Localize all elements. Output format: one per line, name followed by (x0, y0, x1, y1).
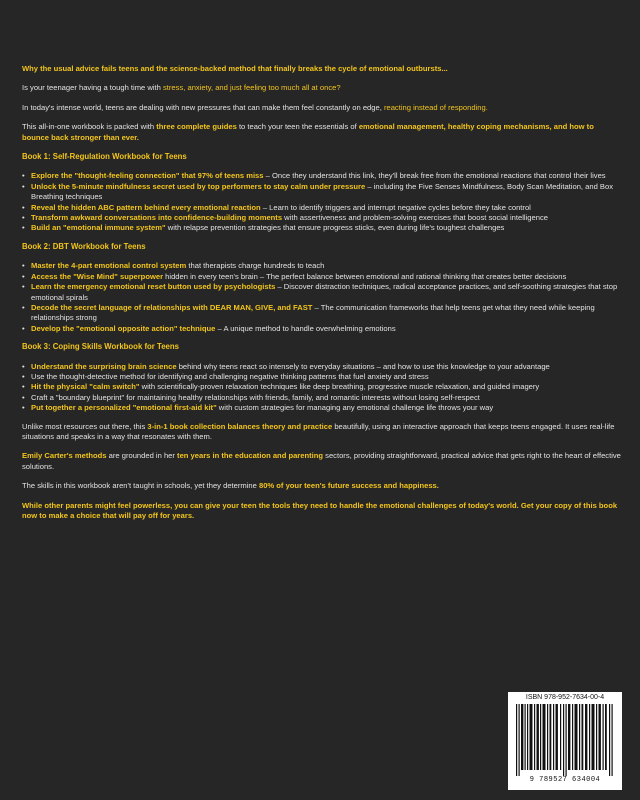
book3-list (22, 362, 622, 414)
book2-list (22, 261, 622, 334)
list-item-highlight: Build an "emotional immune system" (31, 223, 166, 233)
list-item-text: – Once they understand this link, they'll break free from the emotional reactions that control their lives (263, 171, 606, 181)
list-item-text: Use the thought-detective method for identifying and challenging negative thinking patterns that fuel anxiety and stress (31, 371, 429, 381)
isbn-label: ISBN 978-952-7634-00-4 (525, 694, 605, 701)
author-text: are grounded in her (106, 451, 178, 461)
list-item-highlight: Hit the physical "calm switch" (31, 382, 140, 392)
unlike-text-post: beautifully, using an interactive approach that keeps teens engaged. It uses real-life situations and speaks in a way that resonates with them. (22, 421, 615, 441)
intro-pack-highlight-1: three complete guides (156, 122, 237, 132)
cta-text: While other parents might feel powerless, you can give your teen the tools they need to handle the emotional challenges of today's world. Get your copy of this book now to make a choice that will pay off for years. (22, 500, 618, 520)
list-item (31, 272, 622, 282)
intro-world-highlight: reacting instead of responding. (383, 102, 488, 112)
list-item-highlight: Unlock the 5-minute mindfulness secret used by top performers to stay calm under pressure (31, 181, 366, 191)
author-highlight: Emily Carter's methods (22, 451, 107, 461)
list-item-highlight: Develop the "emotional opposite action" technique (31, 323, 216, 333)
intro-question-highlight: stress, anxiety, and just feeling too much all at once? (163, 83, 341, 93)
list-item (31, 171, 622, 181)
unlike-paragraph (22, 422, 622, 443)
author-paragraph (22, 451, 622, 472)
list-item-highlight: Understand the surprising brain science (31, 361, 177, 371)
intro-pack-highlight-2: emotional management, healthy coping mechanisms, and how to bounce back stronger than ever. (22, 122, 594, 142)
barcode-bars-icon (514, 704, 616, 776)
list-item (31, 213, 622, 223)
book3-title: Book 3: Coping Skills Workbook for Teens (22, 342, 179, 352)
skills-text: The skills in this workbook aren't taught in schools, yet they determine (22, 481, 259, 491)
list-item-text: Craft a "boundary blueprint" for maintaining healthy relationships with friends, family, and romantic interests without losing self-respect (31, 392, 480, 402)
intro-pack-mid: to teach your teen the essentials of (236, 122, 359, 132)
list-item-highlight: Learn the emergency emotional reset button used by psychologists (31, 282, 276, 292)
list-item (31, 403, 622, 413)
headline (22, 64, 622, 74)
list-item-text: with relapse prevention strategies that ensure progress sticks, even during life's toughest challenges (165, 223, 505, 233)
book1-title: Book 1: Self-Regulation Workbook for Teens (22, 152, 187, 162)
call-to-action (22, 501, 622, 522)
list-item-highlight: Transform awkward conversations into confidence-building moments (31, 213, 283, 223)
intro-world-text: In today's intense world, teens are dealing with new pressures that can make them feel constantly on edge, (22, 102, 384, 112)
intro-world (22, 103, 622, 113)
author-highlight-2: ten years in the education and parenting (177, 451, 324, 461)
list-item-text: – Learn to identify triggers and interrupt negative cycles before they take control (260, 202, 531, 212)
list-item-text: – Discover distraction techniques, radical acceptance practices, and self-soothing strategies that stop emotional spirals (31, 282, 618, 302)
book2-title: Book 2: DBT Workbook for Teens (22, 241, 146, 251)
list-item-text: – A unique method to handle overwhelming emotions (215, 323, 396, 333)
cover-text (22, 64, 622, 530)
intro-pack (22, 122, 622, 143)
list-item-text: hidden in every teen's brain – The perfect balance between emotional and rational thinking that creates better decisions (163, 271, 567, 281)
list-item-text: – including the Five Senses Mindfulness, Body Scan Meditation, and Box Breathing techniques (31, 181, 614, 202)
list-item (31, 182, 622, 203)
list-item (31, 223, 622, 233)
barcode-digits: 9 789527 634004 (529, 776, 601, 784)
list-item-highlight: Put together a personalized "emotional first-aid kit" (31, 403, 217, 413)
list-item-highlight: Explore the "thought-feeling connection" that 97% of teens miss (31, 171, 264, 181)
list-item (31, 362, 622, 372)
unlike-highlight: 3-in-1 book collection balances theory and practice (147, 421, 333, 431)
list-item (31, 393, 622, 403)
list-item-text: behind why teens react so intensely to everyday situations – and how to use this knowledge to your advantage (176, 361, 550, 371)
author-text-post: sectors, providing straightforward, practical advice that gets right to the heart of effective solutions. (22, 451, 621, 471)
intro-pack-text: This all-in-one workbook is packed with (22, 122, 157, 132)
list-item (31, 261, 622, 271)
intro-question (22, 83, 622, 93)
list-item-text: that therapists charge hundreds to teach (186, 261, 325, 271)
list-item (31, 372, 622, 382)
list-item (31, 282, 622, 303)
list-item-text: with custom strategies for managing any emotional challenge life throws your way (216, 403, 494, 413)
intro-question-text: Is your teenager having a tough time with (22, 83, 163, 93)
skills-paragraph (22, 481, 622, 491)
list-item (31, 382, 622, 392)
headline-text: Why the usual advice fails teens and the science-backed method that finally breaks the cycle of emotional outbursts... (22, 64, 448, 73)
list-item-highlight: Reveal the hidden ABC pattern behind every emotional reaction (31, 202, 261, 212)
unlike-text: Unlike most resources out there, this (22, 421, 148, 431)
list-item (31, 324, 622, 334)
book1-list (22, 171, 622, 233)
list-item-highlight: Access the "Wise Mind" superpower (31, 271, 164, 281)
list-item-text: with assertiveness and problem-solving exercises that boost social intelligence (282, 213, 548, 223)
skills-highlight: 80% of your teen's future success and happiness. (258, 481, 439, 491)
barcode (508, 692, 622, 790)
list-item-highlight: Master the 4-part emotional control system (31, 261, 187, 271)
list-item (31, 203, 622, 213)
list-item (31, 303, 622, 324)
list-item-text: with scientifically-proven relaxation techniques like deep breathing, progressive muscle relaxation, and guided imagery (139, 382, 540, 392)
list-item-text: – The communication frameworks that help teens get what they need while keeping relationships strong (31, 302, 595, 323)
list-item-highlight: Decode the secret language of relationships with DEAR MAN, GIVE, and FAST (31, 302, 313, 312)
